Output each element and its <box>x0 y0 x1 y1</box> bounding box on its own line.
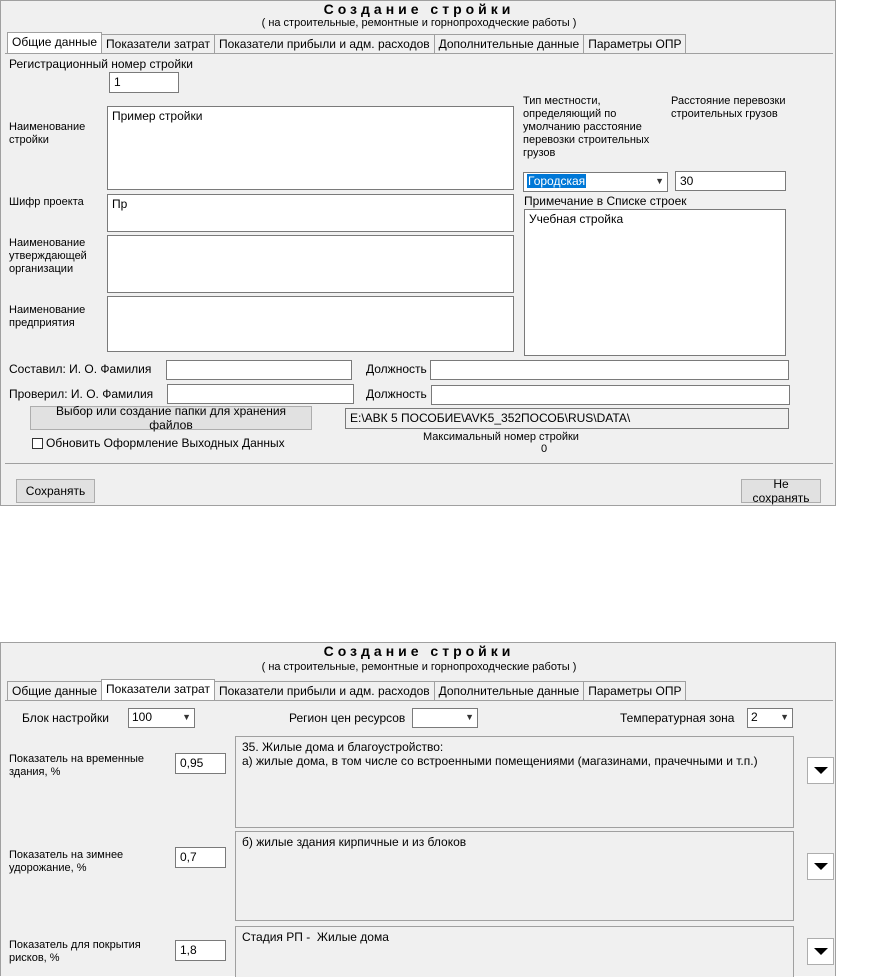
terrain-type-select[interactable] <box>523 172 668 192</box>
chevron-down-icon: ▼ <box>465 712 474 722</box>
chevron-down-icon: ▼ <box>780 712 789 722</box>
max-number-label: Максимальный номер стройки <box>423 431 579 443</box>
position-label-2: Должность <box>366 387 427 401</box>
project-code-label: Шифр проекта <box>9 196 84 208</box>
reg-number-input[interactable]: 1 <box>109 72 179 93</box>
tab-strip-line-2 <box>5 700 833 701</box>
temp-buildings-input[interactable]: 0,95 <box>175 753 226 774</box>
folder-path-field: E:\АВК 5 ПОСОБИЕ\AVK5_352ПОСОБ\RUS\DATA\ <box>345 408 789 429</box>
winter-cost-label: Показатель на зимнее удорожание, % <box>9 849 124 874</box>
note-label: Примечание в Списке строек <box>524 194 687 208</box>
temp-buildings-label: Показатель на временные здания, % <box>9 753 145 778</box>
window-title: Создание стройки <box>323 1 515 17</box>
tab-additional-data[interactable]: Дополнительные данные <box>434 34 585 53</box>
reg-number-label: Регистрационный номер стройки <box>9 57 193 71</box>
window-title-2: Создание стройки <box>323 643 515 659</box>
construction-name-input[interactable]: Пример стройки <box>107 106 514 190</box>
position-input-1[interactable] <box>430 360 789 380</box>
block-setting-value: 100 <box>132 710 153 724</box>
project-code-input[interactable]: Пр <box>107 194 514 232</box>
enterprise-label: Наименование предприятия <box>9 304 86 329</box>
approver-org-label: Наименование утверждающей организации <box>9 237 87 275</box>
window-cost-indicators <box>0 642 836 976</box>
triangle-down-icon <box>814 948 828 955</box>
price-region-label: Регион цен ресурсов <box>289 711 406 725</box>
distance-label: Расстояние перевозки строительных грузов <box>671 95 786 120</box>
tab-cost-indicators[interactable]: Показатели затрат <box>101 679 215 700</box>
update-output-label: Обновить Оформление Выходных Данных <box>46 436 285 450</box>
price-region-select[interactable] <box>412 708 478 728</box>
enterprise-input[interactable] <box>107 296 514 352</box>
window-subtitle: ( на строительные, ремонтные и горнопроходческие работы ) <box>261 17 577 29</box>
tab-strip-2 <box>7 681 685 700</box>
triangle-down-icon <box>814 767 828 774</box>
block-setting-select[interactable] <box>128 708 195 728</box>
temperature-zone-value: 2 <box>751 710 758 724</box>
chevron-down-icon: ▼ <box>655 176 664 186</box>
tab-opr-parameters[interactable]: Параметры ОПР <box>583 681 686 700</box>
winter-cost-dropdown-button[interactable] <box>807 853 834 880</box>
note-input[interactable]: Учебная стройка <box>524 209 786 356</box>
checked-by-label: Проверил: И. О. Фамилия <box>9 387 154 401</box>
terrain-type-value: Городская <box>528 174 586 188</box>
temp-buildings-dropdown-button[interactable] <box>807 757 834 784</box>
compiled-by-input[interactable] <box>166 360 352 380</box>
window-general-data <box>0 0 836 506</box>
checked-by-input[interactable] <box>167 384 354 404</box>
max-number-value: 0 <box>541 443 548 455</box>
tab-cost-indicators[interactable]: Показатели затрат <box>101 34 215 53</box>
update-output-checkbox[interactable] <box>32 438 43 449</box>
tab-general-data[interactable]: Общие данные <box>7 681 102 700</box>
construction-name-label: Наименование стройки <box>9 121 86 146</box>
position-label-1: Должность <box>366 362 427 376</box>
risk-coverage-input[interactable]: 1,8 <box>175 940 226 961</box>
no-save-button[interactable]: Не сохранять <box>741 479 821 503</box>
tab-additional-data[interactable]: Дополнительные данные <box>434 681 585 700</box>
block-setting-label: Блок настройки <box>22 711 109 725</box>
position-input-2[interactable] <box>431 385 790 405</box>
terrain-type-label: Тип местности, определяющий по умолчанию расстояние перевозки строительных грузов <box>523 95 650 159</box>
tab-opr-parameters[interactable]: Параметры ОПР <box>583 34 686 53</box>
chevron-down-icon: ▼ <box>182 712 191 722</box>
tab-profit-indicators[interactable]: Показатели прибыли и адм. расходов <box>214 34 435 53</box>
compiled-by-label: Составил: И. О. Фамилия <box>9 362 152 376</box>
risk-coverage-description: Стадия РП - Жилые дома <box>235 926 794 977</box>
temperature-zone-label: Температурная зона <box>620 711 735 725</box>
tab-strip-line <box>5 53 833 54</box>
risk-coverage-dropdown-button[interactable] <box>807 938 834 965</box>
tab-strip <box>7 34 685 53</box>
tab-general-data[interactable]: Общие данные <box>7 32 102 53</box>
tab-profit-indicators[interactable]: Показатели прибыли и адм. расходов <box>214 681 435 700</box>
distance-input[interactable]: 30 <box>675 171 786 191</box>
save-button[interactable]: Сохранять <box>16 479 95 503</box>
window-subtitle-2: ( на строительные, ремонтные и горнопроходческие работы ) <box>261 661 577 673</box>
risk-coverage-label: Показатель для покрытия рисков, % <box>9 939 141 964</box>
temp-buildings-description: 35. Жилые дома и благоустройство: а) жилые дома, в том числе со встроенными помещениями (магазинами, прачечными и т.п.) <box>235 736 794 828</box>
select-folder-button[interactable]: Выбор или создание папки для хранения файлов <box>30 406 312 430</box>
winter-cost-description: б) жилые здания кирпичные и из блоков <box>235 831 794 921</box>
approver-org-input[interactable] <box>107 235 514 293</box>
footer-separator <box>5 463 833 464</box>
temperature-zone-select[interactable] <box>747 708 793 728</box>
winter-cost-input[interactable]: 0,7 <box>175 847 226 868</box>
triangle-down-icon <box>814 863 828 870</box>
